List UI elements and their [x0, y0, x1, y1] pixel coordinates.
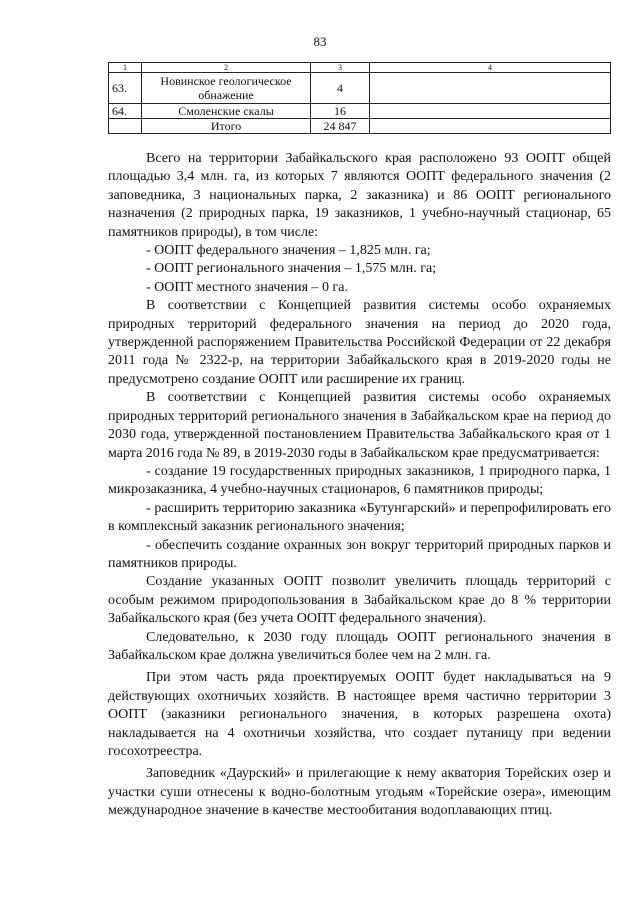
row-area: 4	[311, 73, 370, 104]
table-row	[109, 104, 611, 119]
list-item: - создание 19 государственных природных заказников, 1 природного парка, 1 микрозаказника, 4 учебно-научных стационаров, 6 памятников природы;	[108, 463, 611, 498]
row-note	[370, 104, 611, 119]
row-name: Смоленские скалы	[142, 104, 311, 119]
list-item: - ООПТ регионального значения – 1,575 млн. га;	[146, 261, 437, 277]
paragraph-consequence: Следовательно, к 2030 году площадь ООПТ регионального значения в Забайкальском крае должна увеличиться более чем на 2 млн. га.	[108, 629, 611, 663]
table-header-cell: 3	[311, 63, 370, 73]
table-header-cell: 2	[142, 63, 311, 73]
paragraph-federal-concept: В соответствии с Концепцией развития системы особо охраняемых природных территорий федерального значения на период до 2020 года, утвержденной распоряжением Правительства Российской Федерации от 22 декабря 2011 года № 2322-р, на территории Забайкальского края в 2019-2020 годы не предусмотрено создание ООПТ или расширение их границ.	[108, 298, 611, 387]
row-name: Новинское геологическое обнажение	[142, 73, 311, 104]
paragraph-area-increase: Создание указанных ООПТ позволит увеличить площадь территорий с особым режимом природопользования в Забайкальском крае до 8 % территории Забайкальского края (без учета ООПТ федерального значения).	[108, 574, 611, 627]
total-value: 24 847	[311, 119, 370, 134]
total-note-cell	[370, 119, 611, 134]
total-empty-cell	[109, 119, 142, 134]
ooopt-table	[108, 62, 611, 134]
paragraph-daursky: Заповедник «Даурский» и прилегающие к нему акватория Торейских озер и участки суши отнесены к водно-болотным угодьям «Торейские озера», имеющим международное значение в качестве местообитания водоплавающих птиц.	[108, 766, 611, 819]
list-item: - обеспечить создание охранных зон вокруг территорий природных парков и памятников природы.	[108, 537, 611, 571]
row-number: 63.	[109, 73, 142, 104]
page-number: 83	[313, 34, 327, 49]
body-text	[108, 150, 611, 821]
list-item: - ООПТ местного значения – 0 га.	[146, 279, 348, 295]
row-note	[370, 73, 611, 104]
table-row	[109, 73, 611, 104]
table-total-row	[109, 119, 611, 134]
paragraph-hunting: При этом часть ряда проектируемых ООПТ будет накладываться на 9 действующих охотничьих хозяйств. В настоящее время частично территории 3 ООПТ (заказники регионального значения, в которых разрешена охота) накладывается на 4 охотничьи хозяйства, что создает путаницу при ведении госохотреестра.	[108, 670, 611, 759]
row-number: 64.	[109, 104, 142, 119]
table-header-row	[109, 63, 611, 73]
table-header-cell: 1	[109, 63, 142, 73]
list-item: - расширить территорию заказника «Бутунгарский» и перепрофилировать его в комплексный заказник регионального значения;	[108, 500, 611, 535]
row-area: 16	[311, 104, 370, 119]
table-header-cell: 4	[370, 63, 611, 73]
list-item: - ООПТ федерального значения – 1,825 млн. га;	[146, 243, 431, 259]
total-label: Итого	[142, 119, 311, 134]
paragraph-intro: Всего на территории Забайкальского края расположено 93 ООПТ общей площадью 3,4 млн. га, из которых 7 являются ООПТ федерального значения (2 заповедника, 3 национальных парка, 2 заказника) и 86 ООПТ регионального назначения (2 природных парка, 19 заказников, 1 учебно-научный стационар, 65 памятников природы), в том числе:	[108, 151, 611, 240]
paragraph-regional-concept: В соответствии с Концепцией развития системы особо охраняемых природных территорий регионального значения в Забайкальском крае на период до 2030 года, утвержденной постановлением Правительства Забайкальского края от 1 марта 2016 года № 89, в 2019-2030 годы в Забайкальском крае предусматривается:	[108, 390, 611, 461]
